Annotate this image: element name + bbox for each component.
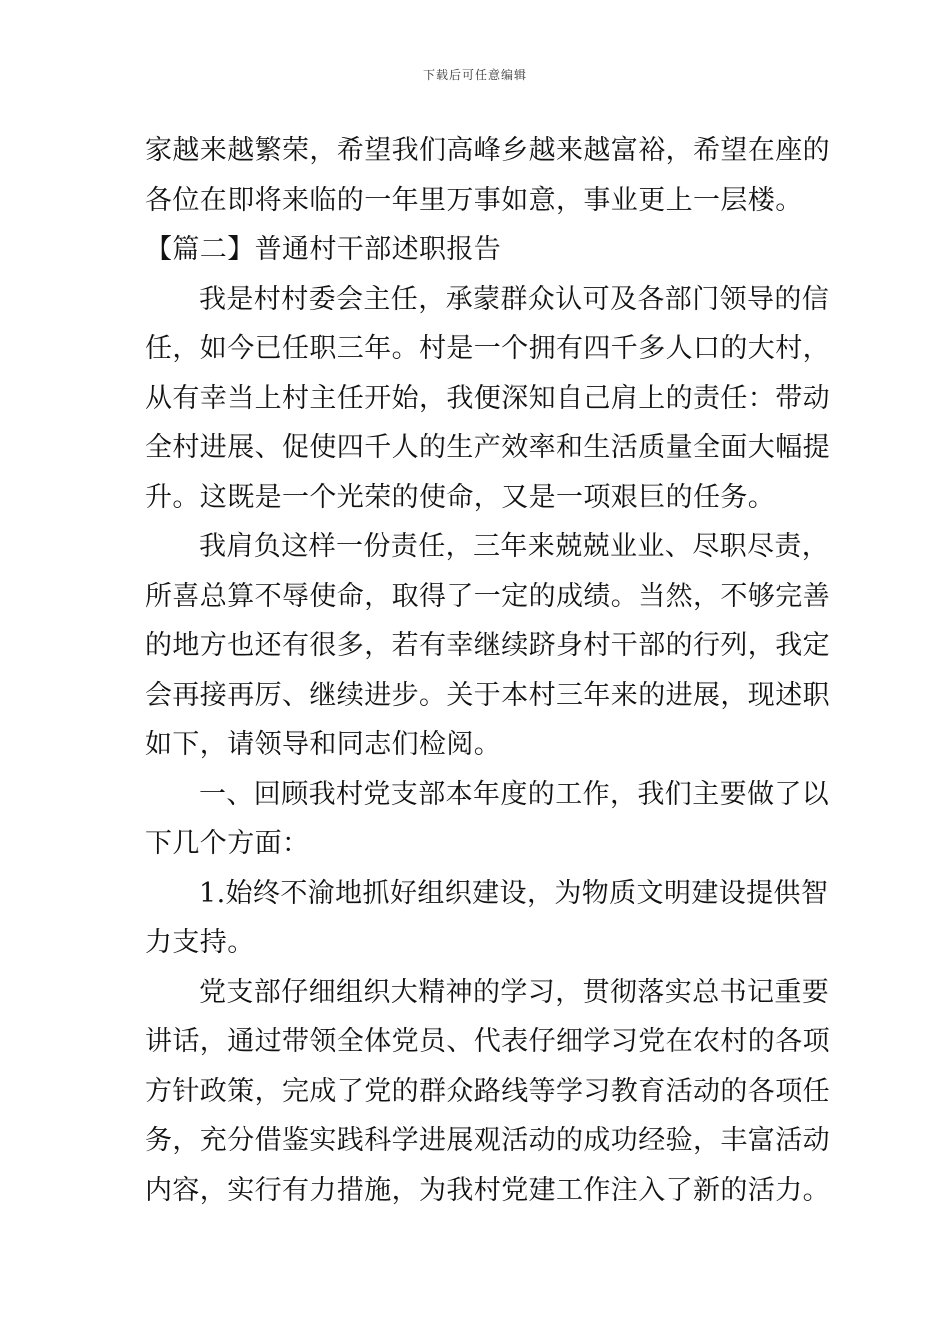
paragraph-start-line: 党支部仔细组织大精神的学习，贯彻落实总书记重要 xyxy=(199,976,830,1008)
body-line: 全村进展、促使四千人的生产效率和生活质量全面大幅提 xyxy=(145,432,830,463)
document-body xyxy=(145,126,830,1215)
body-line: 的地方也还有很多，若有幸继续跻身村干部的行列，我定 xyxy=(145,630,830,661)
body-line: 升。这既是一个光荣的使命，又是一项艰巨的任务。 xyxy=(145,481,776,513)
body-line: 力支持。 xyxy=(145,927,255,958)
body-line: 会再接再厉、继续进步。关于本村三年来的进展，现述职 xyxy=(145,679,830,711)
paragraph-start-line: 1.始终不渝地抓好组织建设，为物质文明建设提供智 xyxy=(199,877,829,909)
paragraph-start-line: 我是村村委会主任，承蒙群众认可及各部门领导的信 xyxy=(199,283,830,315)
body-line: 务，充分借鉴实践科学进展观活动的成功经验，丰富活动 xyxy=(145,1125,830,1156)
body-line: 从有幸当上村主任开始，我便深知自己肩上的责任：带动 xyxy=(145,382,830,414)
body-line: 所喜总算不辱使命，取得了一定的成绩。当然，不够完善 xyxy=(145,580,830,612)
paragraph-start-line: 我肩负这样一份责任，三年来兢兢业业、尽职尽责， xyxy=(199,531,830,562)
body-line: 如下，请领导和同志们检阅。 xyxy=(145,729,502,760)
section-heading: 【篇二】普通村干部述职报告 xyxy=(145,234,502,265)
body-line: 内容，实行有力措施，为我村党建工作注入了新的活力。 xyxy=(145,1174,830,1206)
body-line: 家越来越繁荣，希望我们高峰乡越来越富裕，希望在座的 xyxy=(145,135,830,166)
body-line: 讲话，通过带领全体党员、代表仔细学习党在农村的各项 xyxy=(145,1026,830,1057)
body-line: 各位在即将来临的一年里万事如意，事业更上一层楼。 xyxy=(145,184,803,216)
body-line: 任，如今已任职三年。村是一个拥有四千多人口的大村， xyxy=(145,333,830,364)
body-line: 方针政策，完成了党的群众路线等学习教育活动的各项任 xyxy=(145,1075,830,1107)
paragraph-start-line: 一、回顾我村党支部本年度的工作，我们主要做了以 xyxy=(199,778,830,810)
body-line: 下几个方面： xyxy=(145,828,310,859)
header-note: 下载后可任意编辑 xyxy=(422,68,527,82)
